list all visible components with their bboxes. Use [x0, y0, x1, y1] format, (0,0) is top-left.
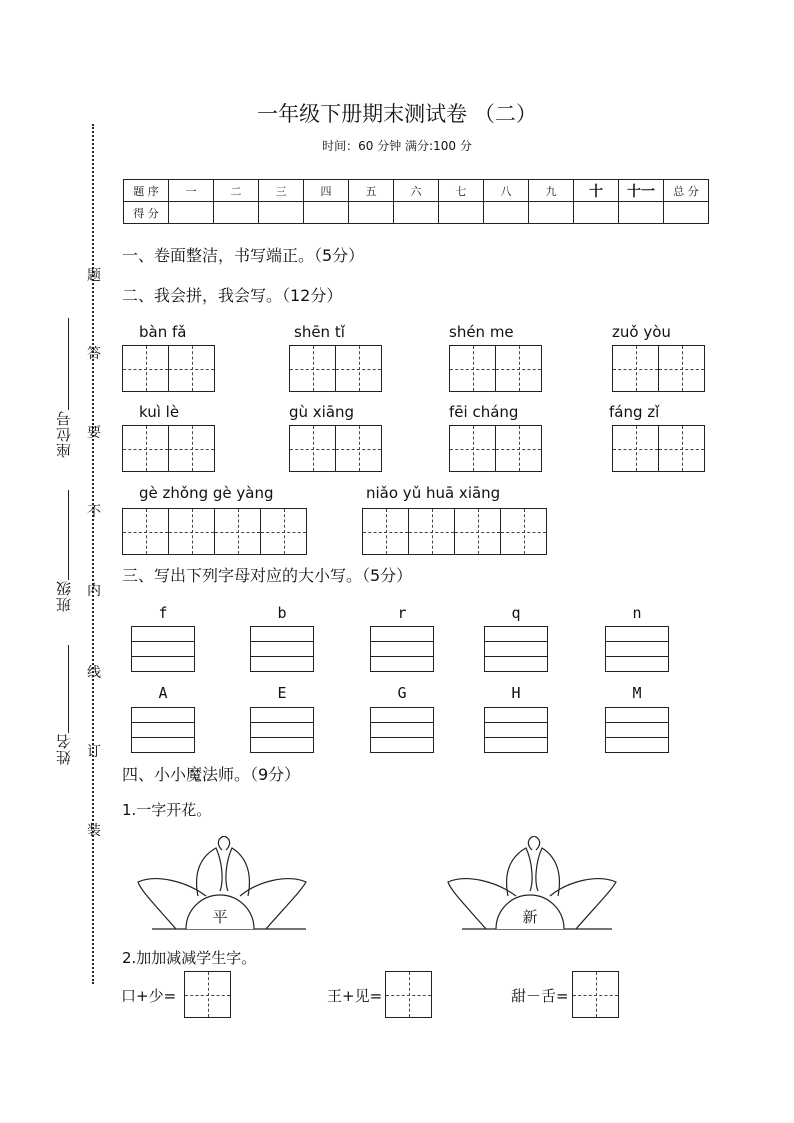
- writing-grid[interactable]: [612, 425, 705, 472]
- margin-char: 题: [87, 268, 101, 284]
- score-cell[interactable]: [529, 202, 574, 224]
- letter-prompt: H: [511, 684, 521, 702]
- pinyin-prompt: zuǒ yòu: [612, 323, 671, 341]
- score-cell[interactable]: [664, 202, 709, 224]
- equation-prompt: 口+少=: [121, 987, 177, 1005]
- table-header-cell: 四: [304, 180, 349, 202]
- four-line-box[interactable]: [484, 626, 548, 672]
- margin-char: 装: [87, 823, 101, 839]
- score-table-score-row: [124, 202, 709, 224]
- score-table: [123, 179, 709, 224]
- flower-center-char: 新: [522, 908, 538, 926]
- letter-prompt: A: [158, 684, 168, 702]
- score-cell[interactable]: [619, 202, 664, 224]
- part-1-title: 1.一字开花。: [122, 801, 212, 819]
- class-label: 班级: [54, 580, 73, 612]
- table-header-cell: 八: [484, 180, 529, 202]
- writing-grid[interactable]: [122, 508, 307, 555]
- writing-grid[interactable]: [612, 345, 705, 392]
- seat-number-line[interactable]: [68, 318, 69, 410]
- class-line[interactable]: [68, 490, 69, 580]
- score-cell[interactable]: [574, 202, 619, 224]
- letter-prompt: n: [632, 604, 642, 622]
- pinyin-prompt: fáng zǐ: [609, 403, 660, 421]
- letter-prompt: M: [632, 684, 642, 702]
- answer-grid[interactable]: [572, 971, 619, 1018]
- table-header-cell: 三: [259, 180, 304, 202]
- letter-prompt: r: [397, 604, 407, 622]
- answer-grid[interactable]: [385, 971, 432, 1018]
- pinyin-prompt: shén me: [449, 323, 514, 341]
- score-cell[interactable]: [484, 202, 529, 224]
- letter-prompt: b: [277, 604, 287, 622]
- score-row-label: 得 分: [124, 202, 169, 224]
- four-line-box[interactable]: [484, 707, 548, 753]
- score-cell[interactable]: [394, 202, 439, 224]
- score-cell[interactable]: [169, 202, 214, 224]
- answer-grid[interactable]: [184, 971, 231, 1018]
- pinyin-prompt: niǎo yǔ huā xiāng: [366, 484, 501, 502]
- section-2-heading: 二、我会拼，我会写。（12分）: [122, 286, 343, 305]
- four-line-box[interactable]: [605, 626, 669, 672]
- letter-prompt: q: [511, 604, 521, 622]
- score-cell[interactable]: [439, 202, 484, 224]
- exam-info: 时间：60 分钟 满分:100 分: [322, 139, 472, 153]
- table-header-cell: 题 序: [124, 180, 169, 202]
- four-line-box[interactable]: [370, 707, 434, 753]
- name-label: 姓名: [54, 733, 73, 765]
- four-line-box[interactable]: [605, 707, 669, 753]
- name-line[interactable]: [68, 645, 69, 733]
- four-line-box[interactable]: [131, 626, 195, 672]
- score-table-header-row: [124, 180, 709, 202]
- margin-char: 线: [87, 665, 101, 681]
- four-line-box[interactable]: [250, 707, 314, 753]
- margin-char: 要: [87, 425, 101, 441]
- writing-grid[interactable]: [289, 345, 382, 392]
- pinyin-prompt: gù xiāng: [289, 403, 355, 421]
- pinyin-prompt: fēi cháng: [449, 403, 519, 421]
- table-header-cell: 五: [349, 180, 394, 202]
- pinyin-prompt: kuì lè: [139, 403, 180, 421]
- table-header-cell: 九: [529, 180, 574, 202]
- writing-grid[interactable]: [449, 425, 542, 472]
- score-cell[interactable]: [214, 202, 259, 224]
- letter-prompt: f: [158, 604, 168, 622]
- page-title: 一年级下册期末测试卷 （二）: [257, 102, 537, 126]
- four-line-box[interactable]: [131, 707, 195, 753]
- table-header-cell: 七: [439, 180, 484, 202]
- writing-grid[interactable]: [122, 345, 215, 392]
- letter-prompt: G: [397, 684, 407, 702]
- margin-char: 不: [87, 504, 101, 520]
- section-1-heading: 一、卷面整洁，书写端正。（5分）: [122, 246, 365, 265]
- pinyin-prompt: gè zhǒng gè yàng: [139, 484, 274, 502]
- seat-number-field: [52, 410, 74, 458]
- section-3-heading: 三、写出下列字母对应的大小写。（5分）: [122, 566, 413, 585]
- writing-grid[interactable]: [449, 345, 542, 392]
- four-line-box[interactable]: [370, 626, 434, 672]
- table-header-cell: 一: [169, 180, 214, 202]
- letter-prompt: E: [277, 684, 287, 702]
- section-4-heading: 四、小小魔法师。（9分）: [122, 765, 301, 784]
- table-header-cell: 二: [214, 180, 259, 202]
- writing-grid[interactable]: [122, 425, 215, 472]
- margin-char: 答: [87, 346, 101, 362]
- pinyin-prompt: shēn tǐ: [294, 323, 345, 341]
- score-cell[interactable]: [349, 202, 394, 224]
- four-line-box[interactable]: [250, 626, 314, 672]
- writing-grid[interactable]: [362, 508, 547, 555]
- equation-prompt: 王+见=: [327, 987, 383, 1005]
- margin-char: 内: [87, 583, 101, 599]
- name-field: [52, 733, 74, 765]
- equation-prompt: 甜－舌=: [511, 987, 569, 1005]
- margin-char: 订: [87, 744, 101, 760]
- table-header-cell: 总 分: [664, 180, 709, 202]
- flower-center-char: 平: [212, 908, 228, 926]
- score-cell[interactable]: [259, 202, 304, 224]
- binding-dotted-line: [92, 124, 94, 984]
- part-2-title: 2.加加减减学生字。: [122, 949, 257, 967]
- seat-number-label: 座位号: [54, 410, 73, 458]
- table-header-cell: 十: [574, 180, 619, 202]
- pinyin-prompt: bàn fǎ: [139, 323, 187, 341]
- score-cell[interactable]: [304, 202, 349, 224]
- table-header-cell: 十一: [619, 180, 664, 202]
- class-field: [52, 580, 74, 612]
- writing-grid[interactable]: [289, 425, 382, 472]
- table-header-cell: 六: [394, 180, 439, 202]
